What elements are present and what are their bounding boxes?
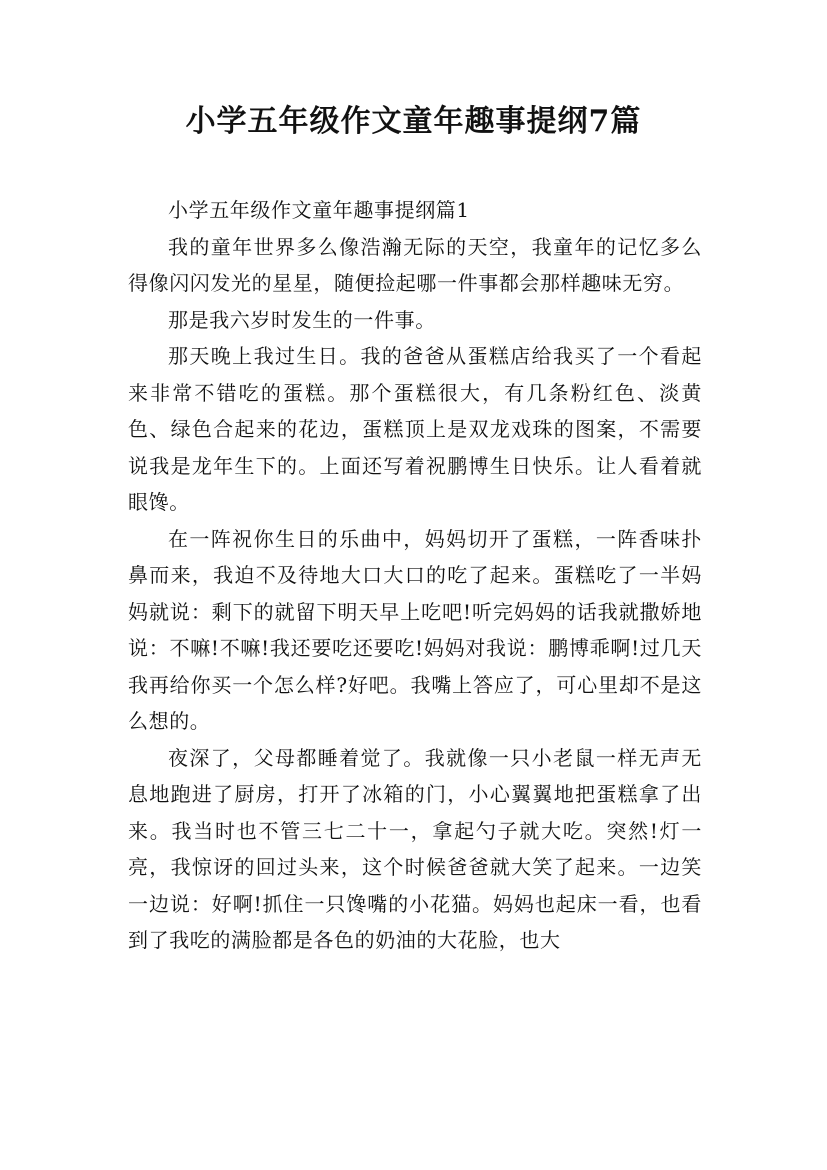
paragraph: 我的童年世界多么像浩瀚无际的天空，我童年的记忆多么得像闪闪发光的星星，随便捡起哪一件事都会那样趣味无穷。 bbox=[128, 234, 702, 295]
document-body bbox=[128, 192, 702, 959]
paragraph: 那天晚上我过生日。我的爸爸从蛋糕店给我买了一个看起来非常不错吃的蛋糕。那个蛋糕很大，有几条粉红色、淡黄色、绿色合起来的花边，蛋糕顶上是双龙戏珠的图案，不需要说我是龙年生下的。上面还写着祝鹏博生日快乐。让人看着就眼馋。 bbox=[128, 344, 702, 514]
paragraph: 在一阵祝你生日的乐曲中，妈妈切开了蛋糕，一阵香味扑鼻而来，我迫不及待地大口大口的吃了起来。蛋糕吃了一半妈妈就说：剩下的就留下明天早上吃吧!听完妈妈的话我就撒娇地说：不嘛!不嘛!我还要吃还要吃!妈妈对我说：鹏博乖啊!过几天我再给你买一个怎么样?好吧。我嘴上答应了，可心里却不是这么想的。 bbox=[128, 526, 702, 733]
document-title: 小学五年级作文童年趣事提纲7篇 bbox=[185, 104, 642, 139]
paragraph: 那是我六岁时发生的一件事。 bbox=[168, 307, 436, 332]
section-heading: 小学五年级作文童年趣事提纲篇1 bbox=[168, 198, 470, 222]
paragraph: 夜深了，父母都睡着觉了。我就像一只小老鼠一样无声无息地跑进了厨房，打开了冰箱的门，小心翼翼地把蛋糕拿了出来。我当时也不管三七二十一，拿起勺子就大吃。突然!灯一亮，我惊讶的回过头来，这个时候爸爸就大笑了起来。一边笑一边说：好啊!抓住一只馋嘴的小花猫。妈妈也起床一看，也看到了我吃的满脸都是各色的奶油的大花脸，也大 bbox=[128, 745, 702, 952]
